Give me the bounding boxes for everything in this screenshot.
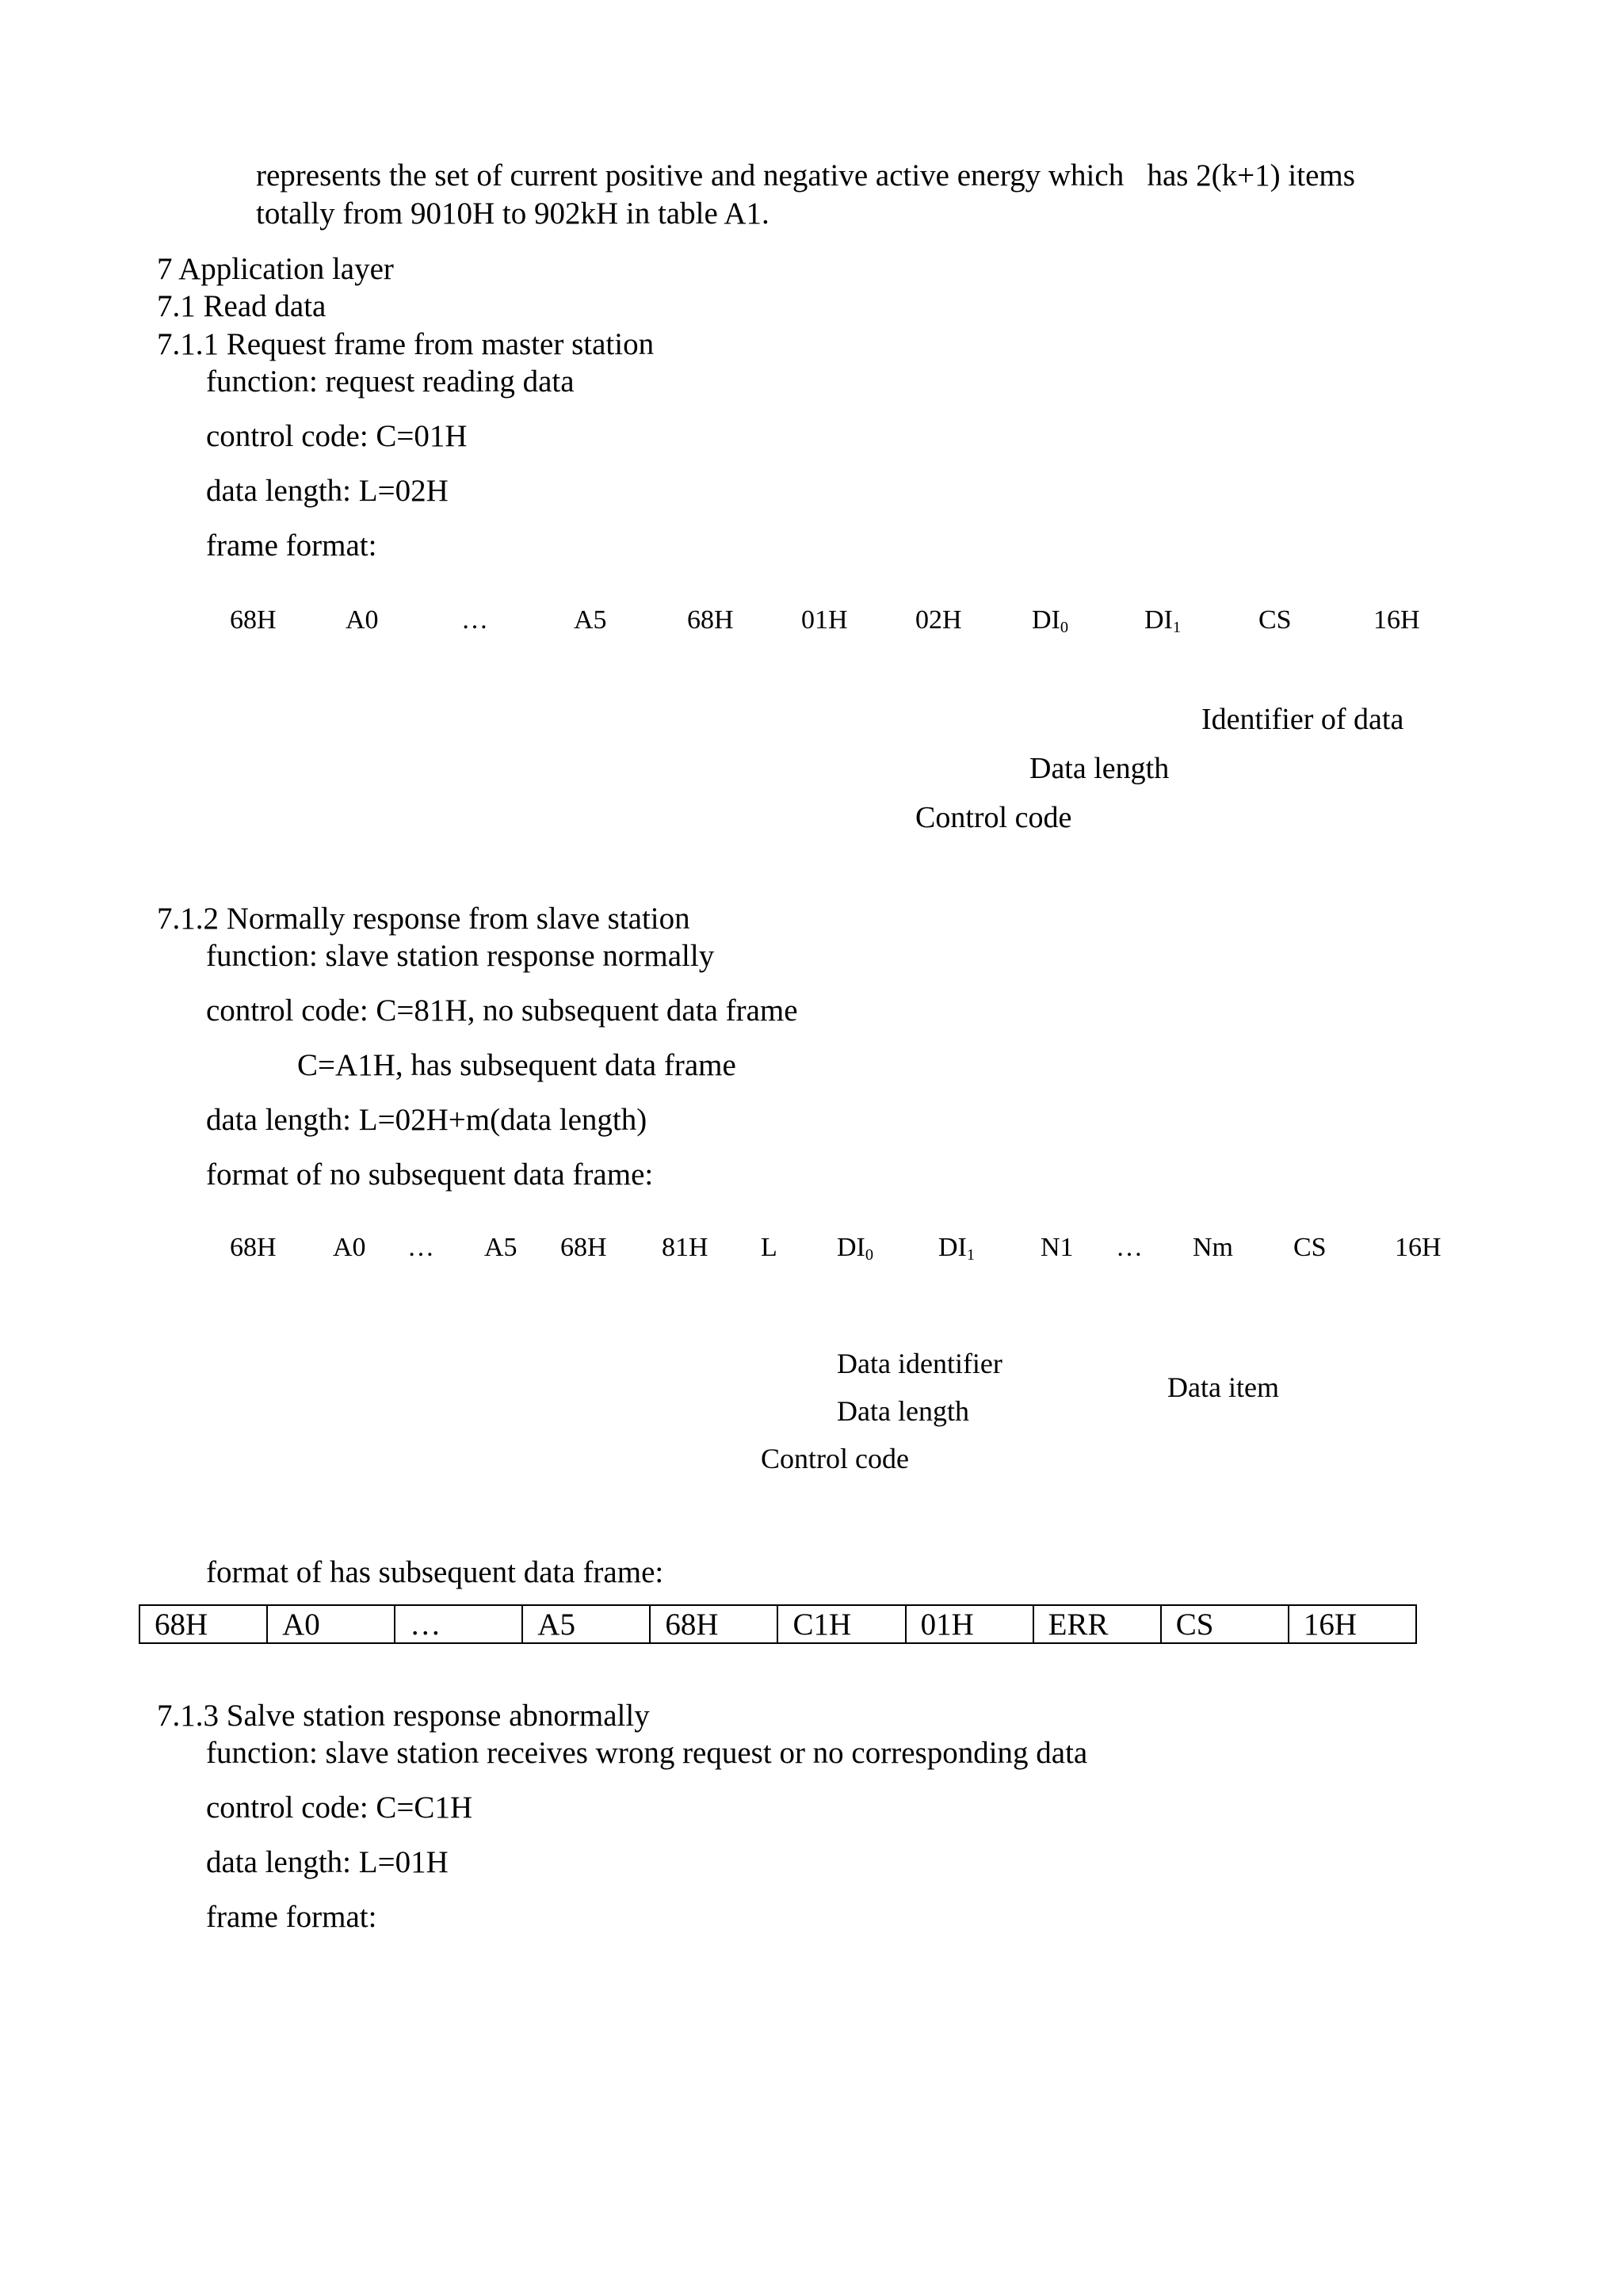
frame-field: 16H [1395,1233,1442,1262]
request-data-length-text: data length: L=02H [206,474,449,508]
frame-field: Nm [1193,1233,1233,1262]
has-subsequent-format-label: format of has subsequent data frame: [206,1555,664,1589]
table-row [139,1605,1416,1643]
annotation-data-length: Data length [1029,752,1170,785]
intro-line-1: represents the set of current positive and negative active energy which has 2(k+1) items [256,158,1355,193]
annotation-data-identifier: Data identifier [837,1348,1002,1379]
section-7-heading: 7 Application layer [157,252,394,286]
table-cell: 01H [906,1605,1033,1643]
table-cell: A0 [267,1605,395,1643]
no-subsequent-format-label: format of no subsequent data frame: [206,1158,654,1192]
abnormal-frame-format-label: frame format: [206,1900,377,1934]
frame-field: A0 [346,605,379,635]
request-frame-format-label: frame format: [206,528,377,563]
annotation-data-item: Data item [1167,1371,1279,1403]
section-7-1-2-heading: 7.1.2 Normally response from slave station [157,902,690,936]
response-data-length-text: data length: L=02H+m(data length) [206,1103,647,1137]
response-control-code-text-2: C=A1H, has subsequent data frame [297,1048,736,1082]
frame-field: 02H [915,605,962,635]
frame-field-di0: $DI_0$ [1032,605,1069,637]
frame-field: 01H [801,605,848,635]
frame-field: … [407,1233,434,1262]
table-cell: 16H [1289,1605,1416,1643]
section-7-1-heading: 7.1 Read data [157,289,327,323]
annotation-identifier-of-data: Identifier of data [1201,703,1404,736]
intro-line-2: totally from 9010H to 902kH in table A1. [256,196,769,231]
subsequent-frame-table [139,1604,1417,1644]
response-function-text: function: slave station response normally [206,939,715,973]
table-cell: CS [1161,1605,1289,1643]
frame-field: L [761,1233,777,1262]
frame-field: A0 [333,1233,366,1262]
frame-field: 68H [687,605,734,635]
table-cell: … [395,1605,522,1643]
annotation-control-code: Control code [761,1443,909,1474]
abnormal-control-code-text: control code: C=C1H [206,1791,473,1825]
frame-field: 16H [1373,605,1420,635]
annotation-control-code: Control code [915,801,1072,834]
table-cell: ERR [1033,1605,1161,1643]
request-control-code-text: control code: C=01H [206,419,468,453]
table-cell: 68H [650,1605,777,1643]
frame-field: … [461,605,488,635]
frame-field: N1 [1041,1233,1074,1262]
frame-field: 68H [560,1233,607,1262]
annotation-data-length: Data length [837,1395,969,1427]
frame-field: CS [1258,605,1292,635]
table-cell: C1H [777,1605,905,1643]
abnormal-data-length-text: data length: L=01H [206,1845,449,1879]
frame-field: 68H [230,1233,277,1262]
request-function-text: function: request reading data [206,364,575,399]
section-7-1-3-heading: 7.1.3 Salve station response abnormally [157,1699,650,1733]
frame-field: … [1116,1233,1143,1262]
table-cell: 68H [139,1605,267,1643]
frame-field: 81H [662,1233,708,1262]
abnormal-function-text: function: slave station receives wrong request or no corresponding data [206,1736,1088,1770]
frame-field: 68H [230,605,277,635]
frame-field: CS [1293,1233,1327,1262]
response-control-code-text: control code: C=81H, no subsequent data frame [206,994,798,1028]
frame-field-di1: $DI_1$ [938,1233,976,1264]
frame-field: A5 [484,1233,517,1262]
section-7-1-1-heading: 7.1.1 Request frame from master station [157,327,655,361]
frame-field-di0: $DI_0$ [837,1233,874,1264]
frame-field: A5 [574,605,607,635]
frame-field-di1: $DI_1$ [1144,605,1182,637]
table-cell: A5 [522,1605,650,1643]
